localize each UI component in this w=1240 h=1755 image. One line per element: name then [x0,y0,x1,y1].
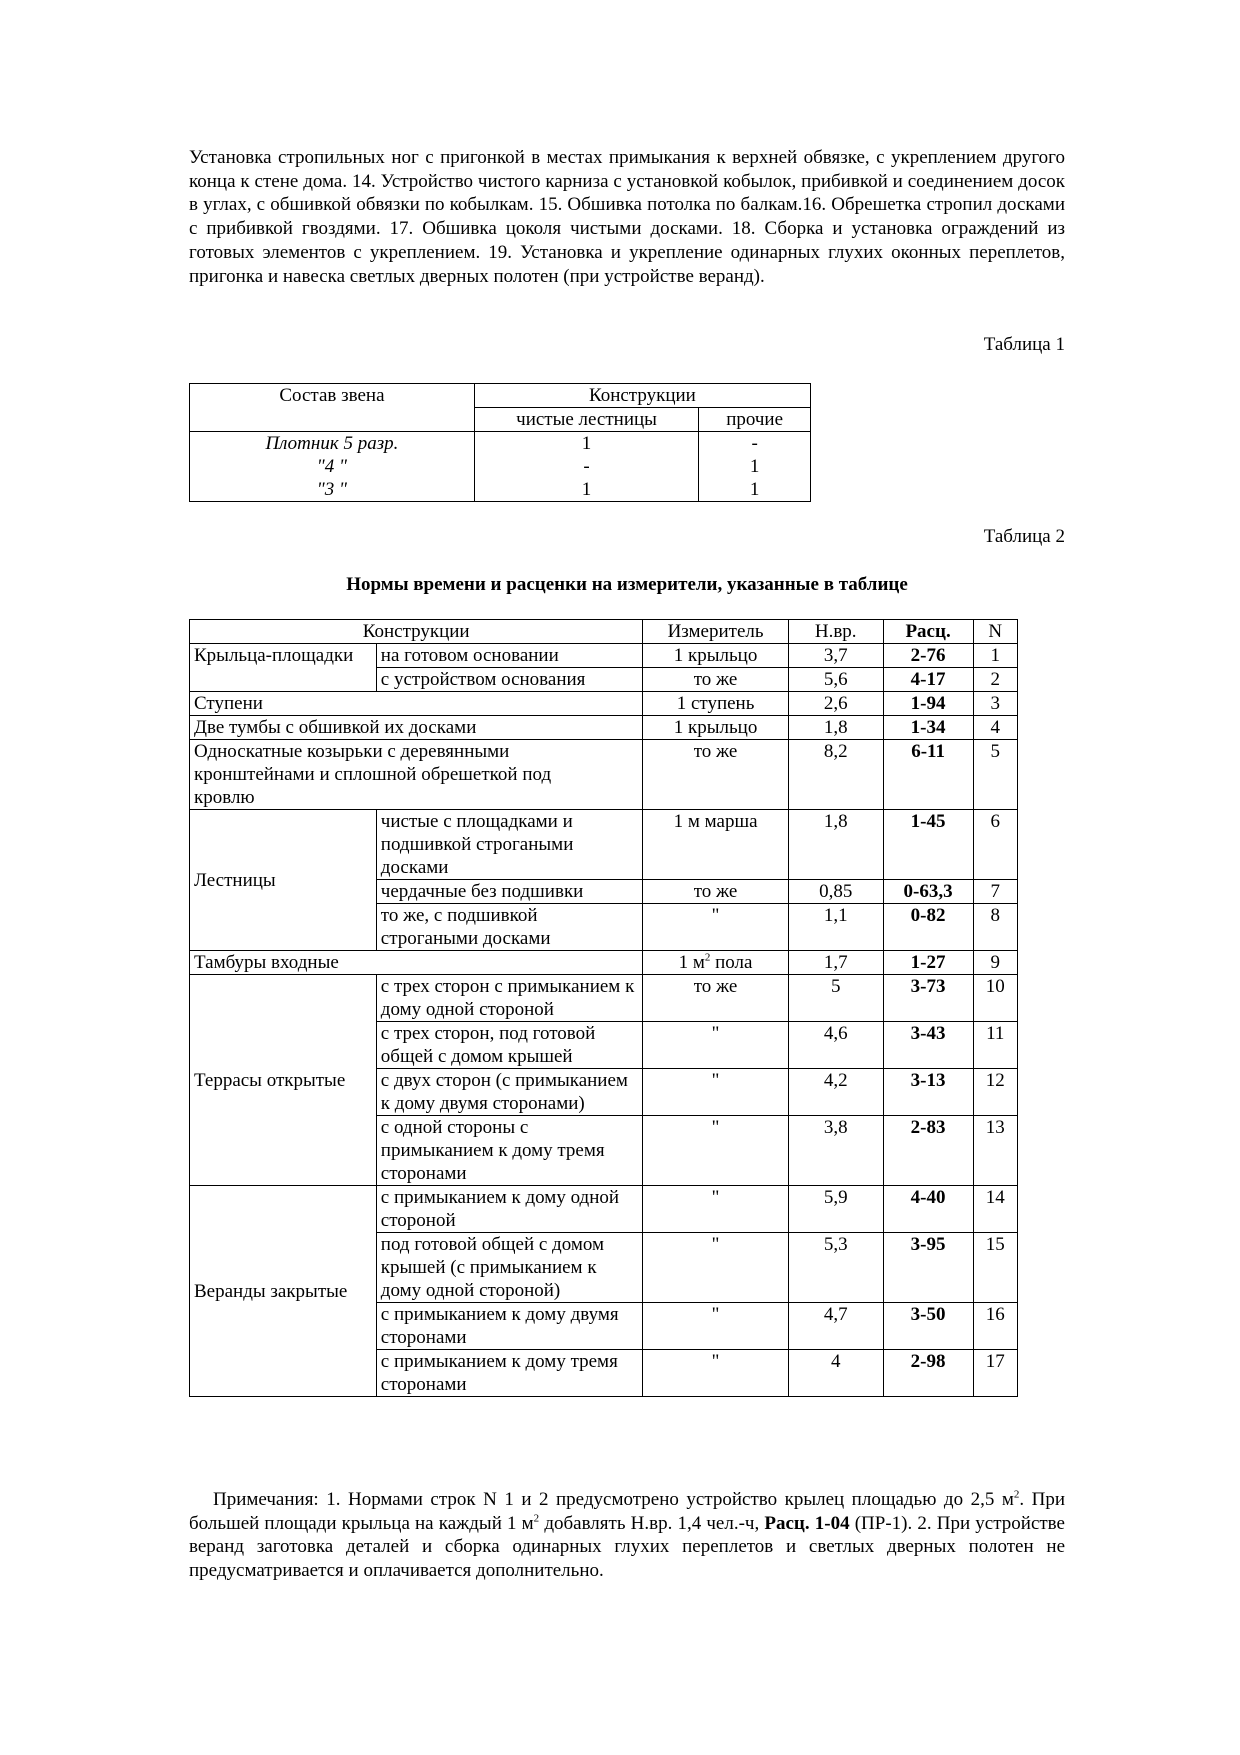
t2-cell-n: 17 [973,1350,1017,1397]
t2-header-rasc: Расц. [883,620,973,644]
t2-cell-rasc: 3-73 [883,975,973,1022]
table-header-row [190,620,1018,644]
t2-cell-sub: с трех сторон, под готовой общей с домом крышей [376,1022,643,1069]
t2-cell-sub: то же, с подшивкой строгаными досками [376,904,643,951]
t2-cell-izmer: " [643,1116,788,1186]
t2-cell-rasc: 2-98 [883,1350,973,1397]
table-row [190,975,1018,1022]
t1-header-lestnicy: чистые лестницы [474,408,698,432]
t2-cell-nvr: 5,3 [788,1233,883,1303]
t2-cell-rasc: 0-82 [883,904,973,951]
t2-cell-izmer: 1 м марша [643,810,788,880]
t1-cell-proch: 1 [699,478,811,502]
t2-cell-izmer: " [643,1069,788,1116]
t2-cell-sub: с одной стороны с примыканием к дому тремя сторонами [376,1116,643,1186]
t2-cell-n: 12 [973,1069,1017,1116]
t2-cell-sub: на готовом основании [376,644,643,668]
t2-cell-n: 8 [973,904,1017,951]
t2-cell-nvr: 2,6 [788,692,883,716]
t2-cell-rasc: 2-76 [883,644,973,668]
t1-cell-lest: 1 [474,432,698,456]
table-row [190,951,1018,975]
t1-header-sostav: Состав звена [190,384,475,432]
t2-cell-nvr: 3,7 [788,644,883,668]
t2-cell-n: 13 [973,1116,1017,1186]
t2-cell-full: Ступени [190,692,643,716]
notes-part2: . При большей площади крыльца на каждый 1 м [189,1489,1065,1534]
notes-paragraph [189,1488,1065,1583]
t2-cell-n: 1 [973,644,1017,668]
t2-cell-n: 10 [973,975,1017,1022]
t2-cell-n: 16 [973,1303,1017,1350]
t2-cell-n: 4 [973,716,1017,740]
t2-cell-nvr: 1,8 [788,810,883,880]
t1-cell-name: "4 " [190,455,475,478]
t2-cell-sub: с примыканием к дому одной стороной [376,1186,643,1233]
t2-cell-nvr: 5,6 [788,668,883,692]
t2-cell-n: 14 [973,1186,1017,1233]
t2-cell-rasc: 4-17 [883,668,973,692]
t2-cell-nvr: 1,1 [788,904,883,951]
t2-cell-nvr: 5 [788,975,883,1022]
t2-cell-rasc: 1-94 [883,692,973,716]
t2-cell-nvr: 1,7 [788,951,883,975]
t2-group-terrasy: Террасы открытые [190,975,377,1186]
t2-header-nvr: Н.вр. [788,620,883,644]
table-row [190,1186,1018,1233]
t2-cell-nvr: 4 [788,1350,883,1397]
t2-cell-nvr: 0,85 [788,880,883,904]
t2-cell-rasc: 4-40 [883,1186,973,1233]
t2-cell-izmer: 1 ступень [643,692,788,716]
t2-cell-izmer: " [643,1233,788,1303]
t1-cell-proch: - [699,432,811,456]
t2-cell-izmer: " [643,904,788,951]
t2-cell-n: 2 [973,668,1017,692]
t1-header-konstr: Конструкции [474,384,810,408]
t2-cell-rasc: 1-27 [883,951,973,975]
t2-cell-n: 11 [973,1022,1017,1069]
t2-cell-izmer: то же [643,975,788,1022]
t2-cell-rasc: 3-43 [883,1022,973,1069]
intro-paragraph: Установка стропильных ног с пригонкой в местах примыкания к верхней обвязке, с укреплением другого конца к стене дома. 14. Устройство чистого карниза с установкой кобылок, прибивкой и соединением досок в углах, с обшивкой обвязки по кобылкам. 15. Обшивка потолка по балкам.16. Обрешетка стропил досками с прибивкой гвоздями. 17. Обшивка цоколя чистыми досками. 18. Сборка и установка ограждений из готовых элементов с укреплением. 19. Установка и укрепление одинарных глухих оконных переплетов, пригонка и навеска светлых дверных полотен (при устройстве веранд). [189,147,1065,287]
t2-cell-nvr: 4,7 [788,1303,883,1350]
t1-cell-lest: - [474,455,698,478]
table2 [189,619,1018,1397]
t2-cell-full-text: Односкатные козырьки с деревянными кронштейнами и сплошной обрешеткой под кровлю [194,741,552,808]
t2-izmer-post: пола [710,952,753,973]
t2-cell-sub: с примыканием к дому тремя сторонами [376,1350,643,1397]
t2-group-krylca: Крыльца-площадки [190,644,377,692]
t2-cell-izmer: " [643,1186,788,1233]
notes-part3: добавлять Н.вр. 1,4 чел.-ч, [539,1512,765,1534]
t2-cell-rasc: 3-13 [883,1069,973,1116]
t2-cell-full [190,740,643,810]
t1-cell-name: "3 " [190,478,475,502]
t2-cell-izmer: то же [643,668,788,692]
t2-cell-nvr: 8,2 [788,740,883,810]
t2-cell-rasc: 3-95 [883,1233,973,1303]
t2-izmer-sup: 2 [704,951,711,964]
t2-cell-nvr: 1,8 [788,716,883,740]
table1-caption: Таблица 1 [983,334,1065,355]
t2-header-izmer: Измеритель [643,620,788,644]
t2-cell-sub: с трех сторон с примыканием к дому одной стороной [376,975,643,1022]
t2-cell-nvr: 4,6 [788,1022,883,1069]
table1 [189,383,811,502]
t2-cell-izmer: 1 крыльцо [643,644,788,668]
t2-header-konstr: Конструкции [190,620,643,644]
t2-izmer-pre: 1 м [678,952,705,973]
t1-cell-name: Плотник 5 разр. [190,432,475,456]
t2-cell-n: 5 [973,740,1017,810]
t2-cell-rasc: 3-50 [883,1303,973,1350]
t2-cell-sub: с двух сторон (с примыканием к дому двумя сторонами) [376,1069,643,1116]
t2-cell-sub: чистые с площадками и подшивкой строгаными досками [376,810,643,880]
t2-cell-n: 9 [973,951,1017,975]
notes-bold: Расц. 1-04 [764,1512,850,1534]
t2-cell-rasc: 0-63,3 [883,880,973,904]
t1-header-prochie: прочие [699,408,811,432]
notes-part1: Примечания: 1. Нормами строк N 1 и 2 предусмотрено устройство крылец площадью до 2,5 м [213,1489,1014,1510]
t2-cell-izmer: " [643,1022,788,1069]
t2-cell-rasc: 6-11 [883,740,973,810]
t2-cell-rasc: 2-83 [883,1116,973,1186]
t2-cell-n: 15 [973,1233,1017,1303]
t2-cell-full: Две тумбы с обшивкой их досками [190,716,643,740]
table-row [190,644,1018,668]
notes-sup1: 2 [1013,1488,1020,1501]
table-row [190,810,1018,880]
table2-title: Нормы времени и расценки на измерители, указанные в таблице [346,574,908,595]
table-row [190,716,1018,740]
table-row [190,432,811,456]
t2-cell-sub: чердачные без подшивки [376,880,643,904]
t2-cell-sub: с примыканием к дому двумя сторонами [376,1303,643,1350]
t2-cell-n: 6 [973,810,1017,880]
t2-cell-sub: с устройством основания [376,668,643,692]
table-row [190,478,811,502]
notes-part4: (ПР-1). 2. При устройстве веранд заготовка деталей и сборка одинарных глухих переплетов и светлых дверных полотен не предусматривается и оплачивается дополнительно. [189,1512,1065,1582]
t2-cell-izmer: 1 крыльцо [643,716,788,740]
t2-cell-sub: под готовой общей с домом крышей (с примыканием к дому одной стороной) [376,1233,643,1303]
t2-cell-rasc: 1-34 [883,716,973,740]
t1-cell-lest: 1 [474,478,698,502]
notes-sup2: 2 [533,1512,540,1525]
t2-cell-izmer: " [643,1303,788,1350]
t2-group-lestnicy: Лестницы [190,810,377,951]
t2-cell-nvr: 3,8 [788,1116,883,1186]
t2-group-verandy: Веранды закрытые [190,1186,377,1397]
t2-cell-n: 3 [973,692,1017,716]
t2-cell-rasc: 1-45 [883,810,973,880]
table-row [190,455,811,478]
table-row [190,692,1018,716]
table2-caption: Таблица 2 [983,526,1065,547]
t2-cell-nvr: 5,9 [788,1186,883,1233]
t2-cell-izmer: " [643,1350,788,1397]
table-row [190,740,1018,810]
t1-cell-proch: 1 [699,455,811,478]
t2-cell-nvr: 4,2 [788,1069,883,1116]
t2-cell-izmer: то же [643,740,788,810]
t2-cell-izmer: то же [643,880,788,904]
t2-cell-full: Тамбуры входные [190,951,643,975]
t2-header-n: N [973,620,1017,644]
t2-cell-izmer [643,951,788,975]
t2-cell-n: 7 [973,880,1017,904]
